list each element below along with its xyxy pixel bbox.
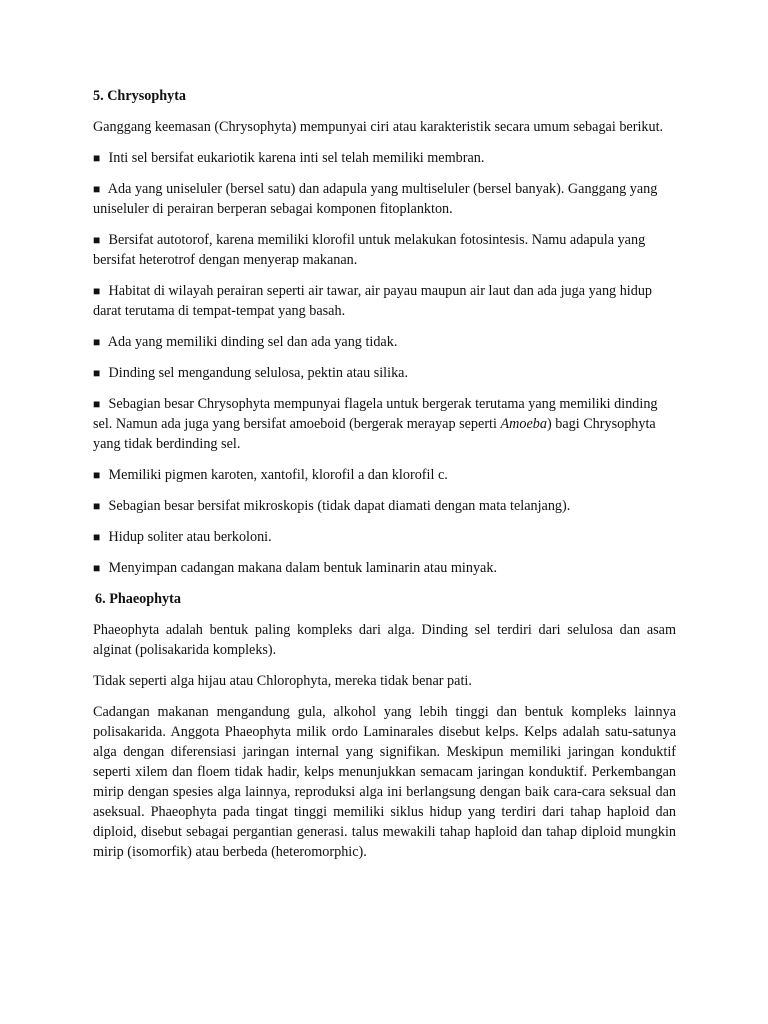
square-bullet-icon: ■ xyxy=(93,499,101,513)
bullet-item xyxy=(93,496,676,516)
bullet-text: Ada yang uniseluler (bersel satu) dan adapula yang multiseluler (bersel banyak). Ganggang yang uniseluler di perairan berperan sebagai komponen fitoplankton. xyxy=(93,181,658,217)
bullet-text: Hidup soliter atau berkoloni. xyxy=(108,529,272,545)
bullet-item-flagella xyxy=(93,394,676,454)
square-bullet-icon: ■ xyxy=(93,151,101,165)
bullet-text: Dinding sel mengandung selulosa, pektin atau silika. xyxy=(108,365,409,381)
bullet-item xyxy=(93,281,676,321)
bullet-text-italic: Amoeba xyxy=(500,416,547,432)
square-bullet-icon: ■ xyxy=(93,366,101,380)
square-bullet-icon: ■ xyxy=(93,284,101,298)
bullet-text: Habitat di wilayah perairan seperti air tawar, air payau maupun air laut dan ada juga yang hidup darat terutama di tempat-tempat yang basah. xyxy=(93,283,653,319)
bullet-text: Menyimpan cadangan makana dalam bentuk laminarin atau minyak. xyxy=(108,560,497,576)
square-bullet-icon: ■ xyxy=(93,561,101,575)
bullet-text: Sebagian besar bersifat mikroskopis (tidak dapat diamati dengan mata telanjang). xyxy=(108,498,571,514)
bullet-text-after: ) bagi Chrysophyta yang tidak berdinding sel. xyxy=(93,416,656,452)
section-6-paragraph: Tidak seperti alga hijau atau Chlorophyta, mereka tidak benar pati. xyxy=(93,673,472,689)
square-bullet-icon: ■ xyxy=(93,182,101,196)
bullet-item xyxy=(93,148,676,168)
square-bullet-icon: ■ xyxy=(93,468,101,482)
square-bullet-icon: ■ xyxy=(93,233,101,247)
bullet-item xyxy=(93,363,676,383)
bullet-text: Ada yang memiliki dinding sel dan ada yang tidak. xyxy=(107,334,398,350)
bullet-text-before: Sebagian besar Chrysophyta mempunyai flagela untuk bergerak terutama yang memiliki dinding sel. Namun ada juga yang bersifat amoeboid (bergerak merayap seperti xyxy=(93,396,658,432)
section-6-title: 6. Phaeophyta xyxy=(95,591,181,607)
bullet-text: Memiliki pigmen karoten, xantofil, klorofil a dan klorofil c. xyxy=(108,467,448,483)
section-5-title: 5. Chrysophyta xyxy=(93,88,187,104)
section-5-intro: Ganggang keemasan (Chrysophyta) mempunyai ciri atau karakteristik secara umum sebagai berikut. xyxy=(93,119,664,135)
square-bullet-icon: ■ xyxy=(93,335,101,349)
bullet-item xyxy=(93,179,676,219)
bullet-item xyxy=(93,332,676,352)
section-6-paragraph: Phaeophyta adalah bentuk paling kompleks dari alga. Dinding sel terdiri dari selulosa dan asam alginat (polisakarida kompleks). xyxy=(93,622,676,658)
bullet-item xyxy=(93,465,676,485)
bullet-item xyxy=(93,527,676,547)
bullet-item xyxy=(93,230,676,270)
bullet-text: Bersifat autotorof, karena memiliki klorofil untuk melakukan fotosintesis. Namu adapula yang bersifat heterotrof dengan menyerap makanan. xyxy=(93,232,646,268)
square-bullet-icon: ■ xyxy=(93,397,101,411)
square-bullet-icon: ■ xyxy=(93,530,101,544)
bullet-text: Inti sel bersifat eukariotik karena inti sel telah memiliki membran. xyxy=(108,150,485,166)
bullet-item xyxy=(93,558,676,578)
section-6-paragraph: Cadangan makanan mengandung gula, alkohol yang lebih tinggi dan bentuk kompleks lainnya polisakarida. Anggota Phaeophyta milik ordo Laminarales disebut kelps. Kelps adalah satu-satunya alga dengan diferensiasi jaringan internal yang signifikan. Meskipun memiliki jaringan konduktif seperti xilem dan floem tidak hadir, kelps menunjukkan semacam jaringan konduktif. Perkembangan mirip dengan spesies alga lainnya, reproduksi alga ini berlangsung dengan baik cara-cara seksual dan aseksual. Phaeophyta pada tingat tinggi memiliki siklus hidup yang terdiri dari tahap haploid dan diploid, disebut sebagai pergantian generasi. talus mewakili tahap haploid dan tahap diploid mungkin mirip (isomorfik) atau berbeda (heteromorphic). xyxy=(93,704,676,860)
